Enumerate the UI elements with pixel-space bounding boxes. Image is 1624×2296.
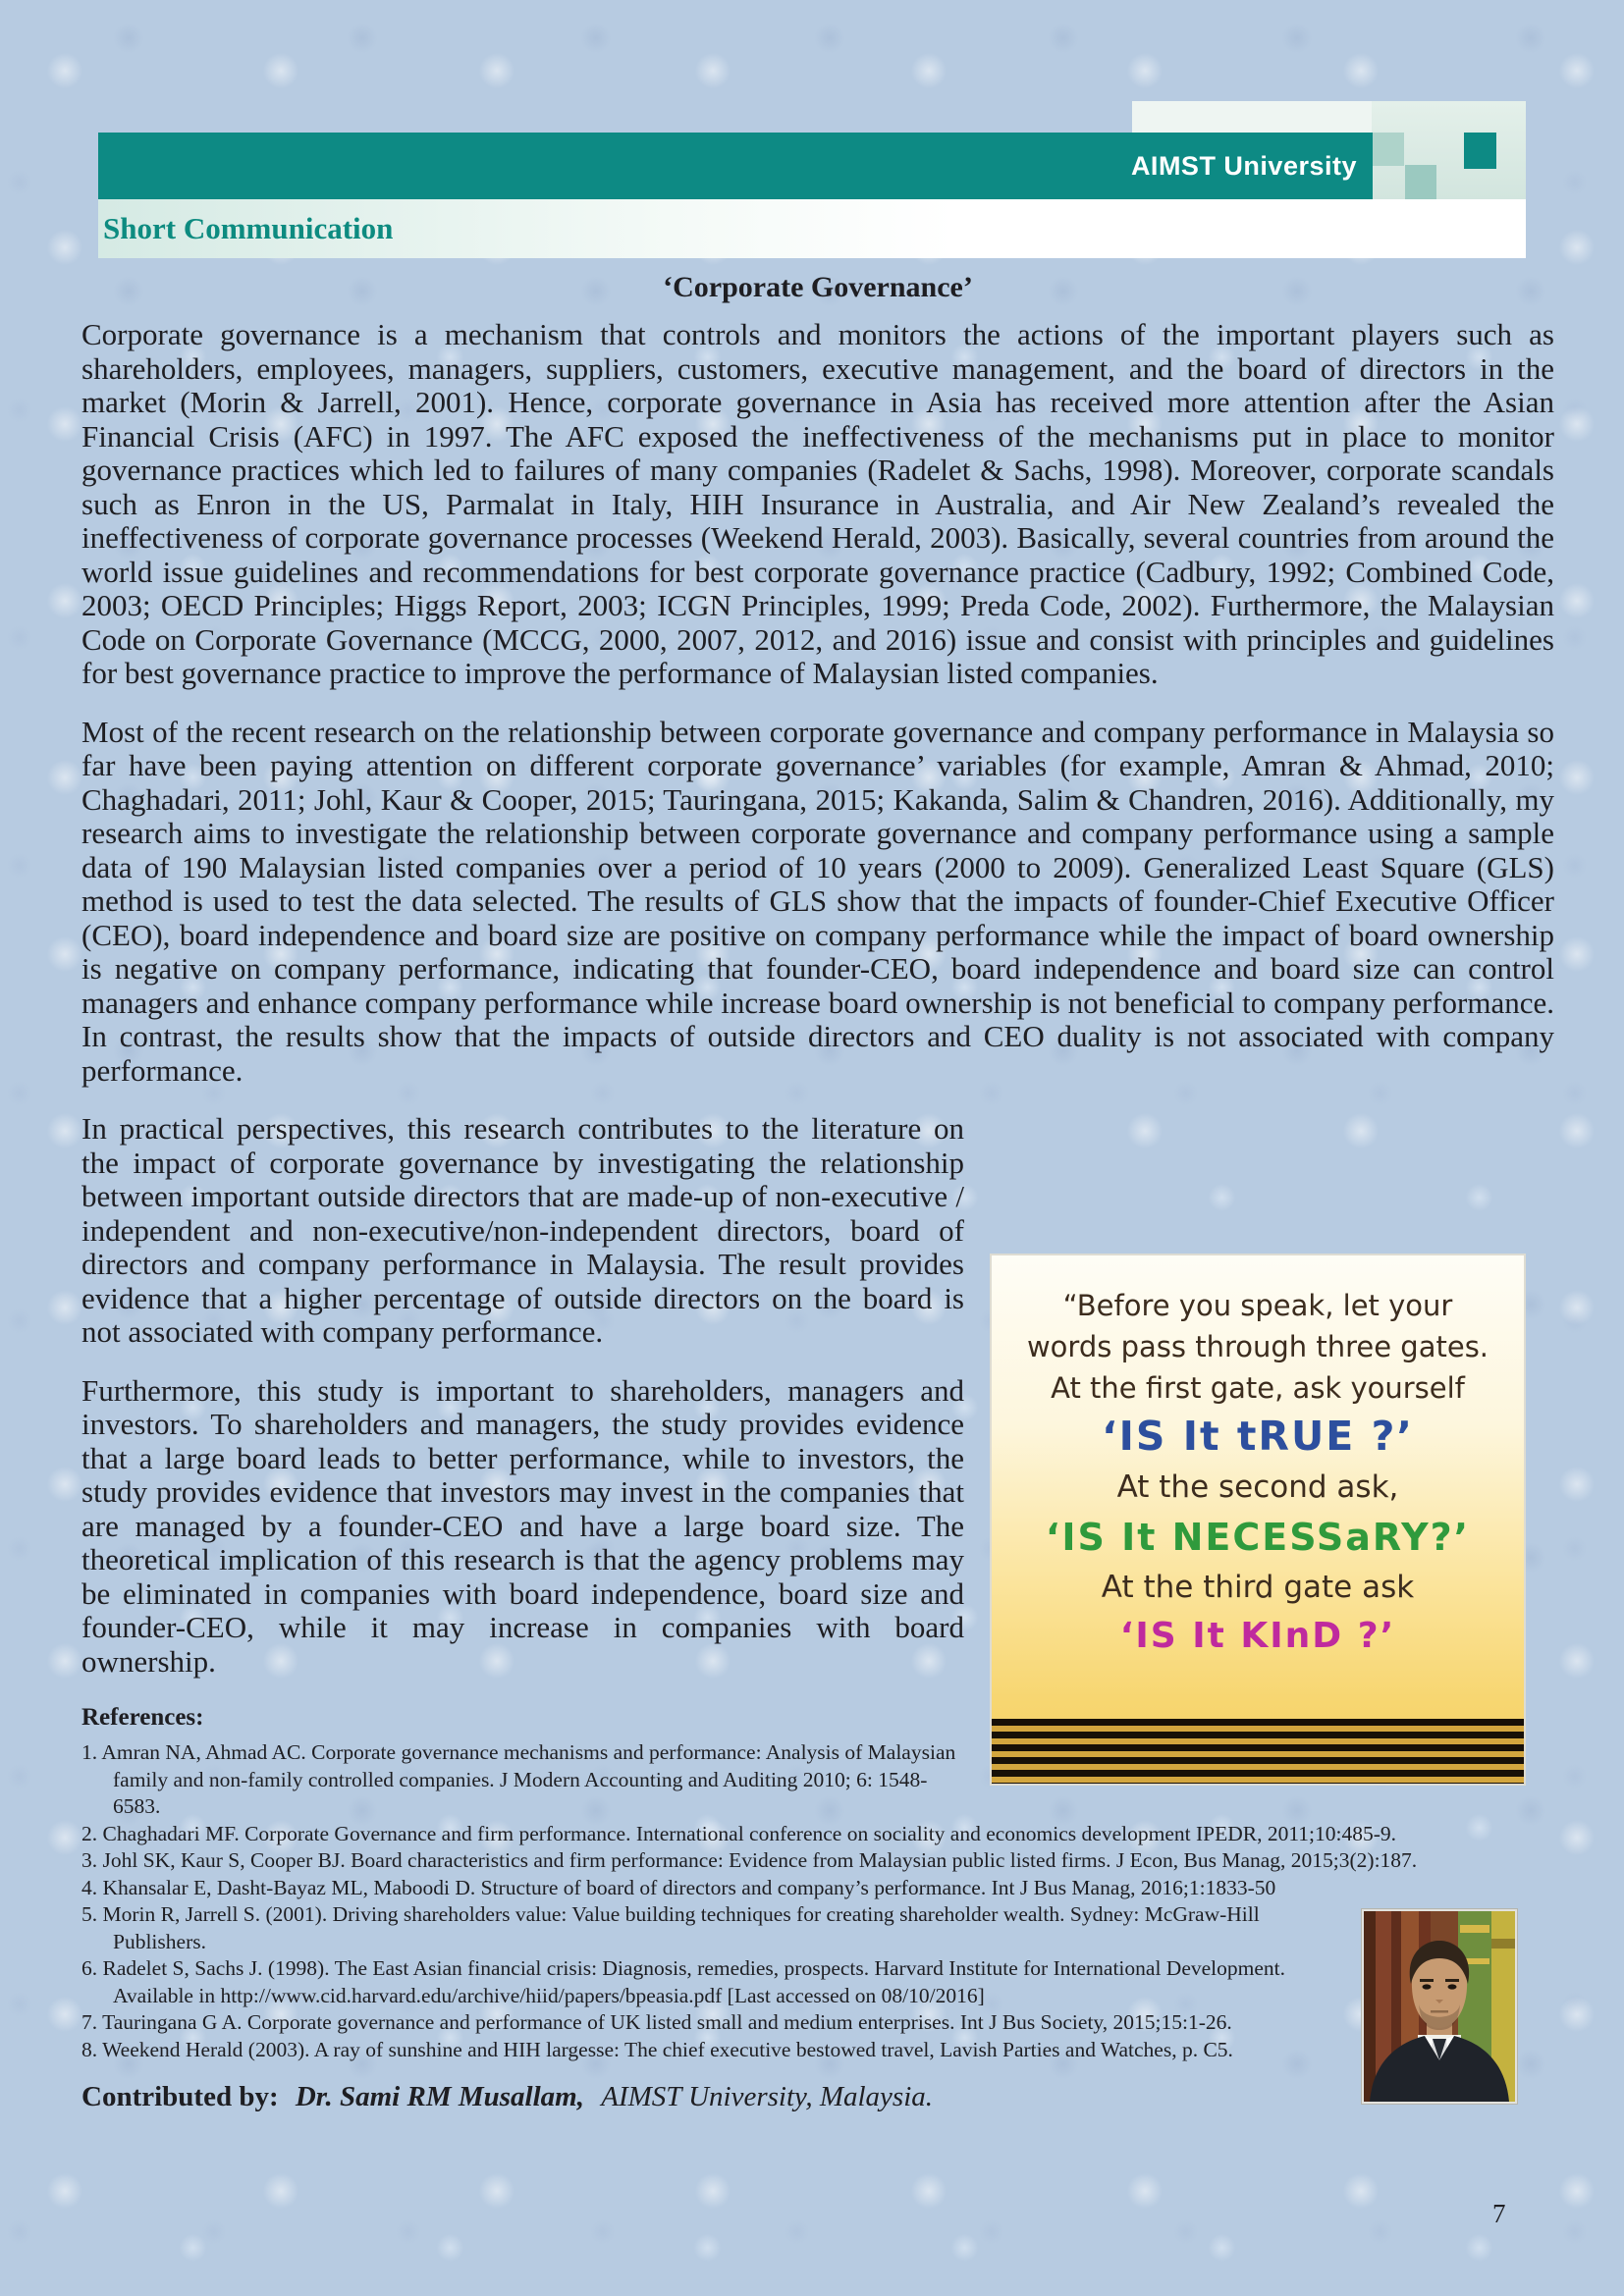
contributed-by-label: Contributed by: [81,2081,279,2112]
quote-image [990,1214,1526,1786]
paragraph-1: Corporate governance is a mechanism that controls and monitors the actions of the important players such as shareholders, employees, managers, suppliers, customers, executive management, and the board of directors in the market (Morin & Jarrell, 2001). Hence, corporate governance in Asia has received more attention after the Asian Financial Crisis (AFC) in 1997. The AFC exposed the ineffectiveness of the mechanisms put in place to monitor governance practices which led to failures of many companies (Radelet & Sachs, 1998). Moreover, corporate scandals such as Enron in the US, Parmalat in Italy, HIH Insurance in Australia, and Air New Zealand’s revealed the ineffectiveness of corporate governance processes (Weekend Herald, 2003). Basically, several countries from around the world issue guidelines and recommendations for best corporate governance practice (Cadbury, 1992; Combined Code, 2003; OECD Principles; Higgs Report, 2003; ICGN Principles, 1999; Preda Code, 2002). Furthermore, the Malaysian Code on Corporate Governance (MCCG, 2000, 2007, 2012, and 2016) issue and consist with principles and guidelines for best governance practice to improve the performance of Malaysian listed companies. [81,317,1554,690]
reference-item: 8. Weekend Herald (2003). A ray of sunshine and HIH largesse: The chief executive bestowed travel, Lavish Parties and Watches, p. C5. [81,2037,1233,2061]
quote-gate-necessary: ‘IS It NECESSaRY?’ [1045,1516,1471,1559]
decor-square-medium [1405,165,1436,199]
paragraph-4: Furthermore, this study is important to shareholders, managers and investors. To shareholders and managers, the study provides evidence that a large board leads to better performance, while to investors, the study provides evidence that investors may invest in the companies that are managed by a founder-CEO and have a large board size. The theoretical implication of this research is that the agency problems may be eliminated in companies with board independence, board size and founder-CEO, while it may increase in companies with board ownership. [81,1372,964,1679]
paragraph-3: In practical perspectives, this research contributes to the literature on the impact of corporate governance by investigating the relationship between important outside directors that are made-up of non-executive / independent and non-executive/non-independent directors, board of directors and company performance in Malaysia. The result provides evidence that a higher percentage of outside directors on the board is not associated with company performance. [81,1111,964,1349]
page-number: 7 [1492,2199,1506,2228]
contributor-name: Dr. Sami RM Musallam, [295,2081,584,2112]
header-bar [98,133,1373,199]
quote-line-5: At the third gate ask [1101,1570,1415,1605]
quote-line-3: At the first gate, ask yourself [1051,1371,1465,1405]
decor-square-light [1373,133,1404,166]
reference-item: 2. Chaghadari MF. Corporate Governance and firm performance. International conference on sociality and economics development IPEDR, 2011;10:485-9. [81,1821,1397,1845]
article-title: ‘Corporate Governance’ [663,271,973,303]
references-heading: References: [81,1704,204,1731]
university-brand: AIMST University [1130,151,1357,181]
reference-item: 4. Khansalar E, Dasht-Bayaz ML, Maboodi D. Structure of board of directors and company’s performance. Int J Bus Manag, 2016;1:1833-50 [81,1875,1276,1899]
reference-item: 7. Tauringana G A. Corporate governance and performance of UK listed small and medium enterprises. Int J Bus Society, 2015;15:1-26. [81,2010,1232,2034]
paragraph-2: Most of the recent research on the relationship between corporate governance and company performance in Malaysia so far have been paying attention on different corporate governance’ variables (for example, Amran & Ahmad, 2010; Chaghadari, 2011; Johl, Kaur & Cooper, 2015; Tauringana, 2015; Kakanda, Salim & Chandren, 2016). Additionally, my research aims to investigate the relationship between corporate governance and company performance using a sample data of 190 Malaysian listed companies over a period of 10 years (2000 to 2009). Generalized Least Square (GLS) method is used to test the data selected. The results of GLS show that the impacts of founder-Chief Executive Officer (CEO), board independence and board size are positive on company performance while the impact of board ownership is negative on company performance, indicating that founder-CEO, board independence and board size can control managers and enhance company performance while increase board ownership is not beneficial to company performance. In contrast, the results show that the impacts of outside directors and CEO duality is not associated with company performance. [81,714,1554,1088]
reference-item: 3. Johl SK, Kaur S, Cooper BJ. Board characteristics and firm performance: Evidence from Malaysian public listed firms. J Econ, Bus Manag, 2015;3(2):187. [81,1848,1418,1872]
quote-image-spacer [990,1214,1526,1254]
reference-item: 1. Amran NA, Ahmad AC. Corporate governance mechanisms and performance: Analysis of Malaysian family and non-family controlled companies. J Modern Accounting and Auditing 2010; 6: 1548-6583. [81,1740,956,1818]
quote-gate-true: ‘IS It tRUE ?’ [1102,1413,1414,1460]
quote-line-2: words pass through three gates. [1026,1330,1489,1363]
section-title: Short Communication [103,211,394,245]
contributor-affiliation: AIMST University, Malaysia. [601,2081,933,2112]
quote-card [990,1254,1526,1786]
reference-text: 5. Morin R, Jarrell S. (2001). Driving shareholders value: Value building techniques for creating shareholder wealth. Sydney: McGraw-Hill Publishers. [81,1902,1260,1953]
quote-line-1: “Before you speak, let your [1062,1289,1453,1322]
quote-line-4: At the second ask, [1116,1469,1399,1505]
references-list [81,1739,1554,2063]
stripes-decoration [992,1719,1524,1784]
section-strip [98,199,1526,258]
reference-item [81,1901,1554,1955]
contributed-by-line [81,2081,1554,2113]
quote-gate-kind: ‘IS It KInD ?’ [1119,1616,1396,1656]
article-column [81,267,1554,2113]
reference-item: 6. Radelet S, Sachs J. (1998). The East Asian financial crisis: Diagnosis, remedies, prospects. Harvard Institute for International Development. Available in http://www.cid.harvard.edu/archive/hiid/papers/bpeasia.pdf [Last accessed on 08/10/2016] [81,1956,1285,2007]
decor-square-dark [1464,133,1496,169]
contributor-photo [1362,1909,1517,2104]
